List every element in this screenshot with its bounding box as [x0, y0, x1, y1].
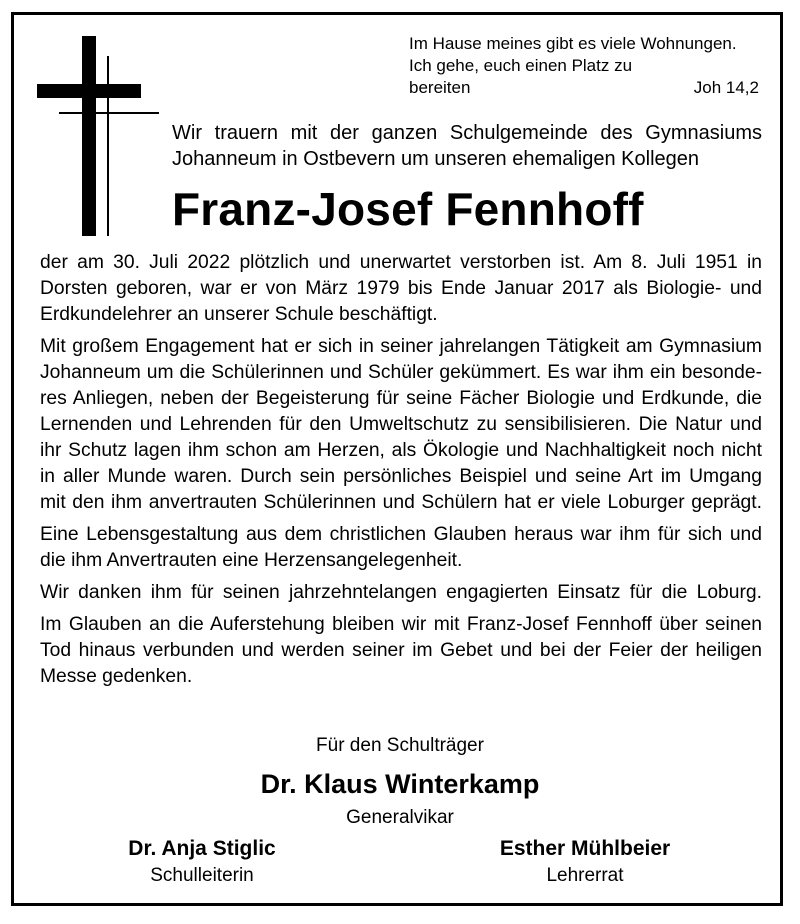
- paragraph: [40, 612, 762, 690]
- quote-reference: Joh 14,2: [693, 78, 759, 97]
- main-signatory-name: Dr. Klaus Winterkamp: [260, 769, 540, 799]
- cross-icon: [37, 36, 161, 236]
- obituary-body: [40, 250, 762, 696]
- text-line: die ihm Anvertrauten eine Herzensangelegenheit.: [40, 550, 463, 571]
- text-line: mit den ihm anvertrauten Schülerinnen und Schülern hat er viele Loburger geprägt.: [40, 492, 762, 513]
- text-line: Eine Lebensgestaltung aus dem christlichen Glauben heraus war ihm für sich und: [40, 524, 762, 545]
- text-line: in aller Munde waren. Durch sein persönliches Beispiel und seine Art im Umgang: [40, 466, 762, 487]
- bible-quote: [409, 33, 759, 99]
- paragraph: [40, 522, 762, 574]
- intro-text: [172, 120, 762, 172]
- main-signatory-role: Generalvikar: [346, 807, 454, 828]
- left-signatory-name: Dr. Anja Stiglic: [128, 837, 276, 860]
- text-line: Lernenden und Lehrenden für den Umweltschutz zu sensibilisieren. Die Natur und: [40, 414, 762, 435]
- text-line: Messe gedenken.: [40, 666, 193, 687]
- paragraph: [40, 250, 762, 328]
- quote-line: Im Hause meines gibt es viele Wohnungen.: [409, 34, 737, 53]
- text-line: ihr Schutz lagen ihm schon am Herzen, als Ökologie und Nachhaltigkeit noch nicht: [40, 440, 762, 461]
- text-line: Erdkundelehrer an unserer Schule beschäftigt.: [40, 304, 438, 325]
- text-line: Im Glauben an die Auferstehung bleiben wir mit Franz-Josef Fennhoff über seinen: [40, 614, 762, 635]
- right-signatory-role: Lehrerrat: [546, 865, 624, 886]
- deceased-name: Franz-Josef Fennhoff: [172, 183, 644, 235]
- text-line: der am 30. Juli 2022 plötzlich und unerwartet verstorben ist. Am 8. Juli 1951 in: [40, 252, 762, 273]
- left-signatory-role: Schulleiterin: [150, 865, 254, 886]
- text-line: res Anliegen, neben der Begeisterung für seine Fächer Biologie und Erdkunde, die: [40, 388, 762, 409]
- intro-line: Wir trauern mit der ganzen Schulgemeinde des Gymnasiums: [172, 122, 762, 144]
- paragraph: [40, 580, 762, 606]
- text-line: Dorsten geboren, war er von März 1979 bis Ende Januar 2017 als Biologie- und: [40, 278, 762, 299]
- on-behalf-label: Für den Schulträger: [316, 735, 484, 756]
- intro-line: Johanneum in Ostbevern um unseren ehemaligen Kollegen: [172, 148, 700, 170]
- right-signatory-name: Esther Mühlbeier: [499, 837, 671, 860]
- text-line: Wir danken ihm für seinen jahrzehntelangen engagierten Einsatz für die Loburg.: [40, 582, 762, 603]
- quote-line: Ich gehe, euch einen Platz zu: [409, 56, 633, 75]
- paragraph: [40, 334, 762, 516]
- text-line: Mit großem Engagement hat er sich in seiner jahrelangen Tätigkeit am Gymnasium: [40, 336, 762, 357]
- text-line: Tod hinaus verbunden und werden seiner im Gebet und bei der Feier der heiligen: [40, 640, 762, 661]
- text-line: Johanneum um die Schülerinnen und Schüler gekümmert. Es war ihm ein besonde-: [40, 362, 762, 383]
- quote-line: bereiten: [409, 78, 471, 97]
